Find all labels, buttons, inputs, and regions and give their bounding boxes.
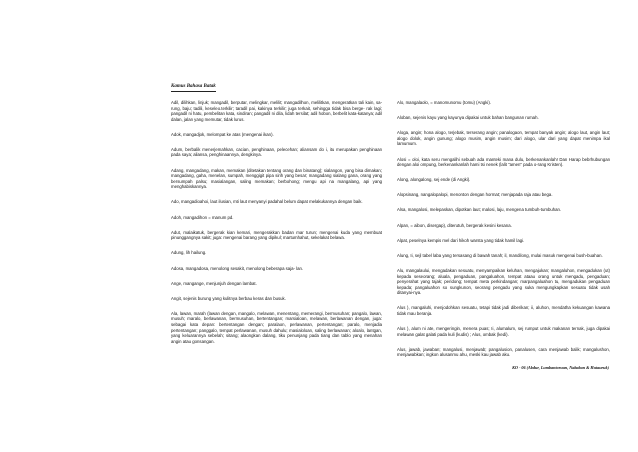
right-column <box>397 100 610 367</box>
dictionary-entry: Adum, berbalik menerjemahkan, cacian, penghinaan, pelecehan; aliansam do i, itu merupakan penghinaan pada saya; aliansa, penghinaannya, dengkinya. <box>171 146 382 158</box>
dictionary-entry: Adut, malaikatuk, bergerak kian kemari, mengerakkan badan mar turun; mengenai kuda yang membuat pinunggangnya sakit; juga: mengenai barang yang dipikul; martumhahut, sekelakat belawa. <box>171 229 382 241</box>
dictionary-entry: Along, alongalong, sej ende (di Angki). <box>397 177 471 183</box>
dictionary-entry: Alpan, = aibon, disergap), diterutuh, bergerak kesini kesana. <box>397 222 512 228</box>
dictionary-entry: Alus ), alum ni ate, mengeringin, menera puas; Ii, alumalum, sej rumput untuk makanan ternak, juga dipakai melawan galat galati pada kuli (kudis) ; Alus, ombak (kedi). <box>397 326 610 337</box>
dictionary-entry: Adoh, mangadihon = manum pd. <box>171 214 234 220</box>
dictionary-entry: Alsa, mangalosi, melepaskan, dipotkan laut; malosi, laju, mengena tumbuh-tumbuhan. <box>397 207 562 213</box>
page-footer: KO - 06 (Abdur, Lumbantoruan, Nababan & Hutauruk) <box>512 365 609 370</box>
dictionary-entry: Ado, mangadioahoi, laut ilusian, mti laut menyanyi padahal belum dapat melakukannya dengan baik. <box>171 199 363 205</box>
dictionary-entry: Angit, sejenis burung yang kulitnya berbau keras dan busuk. <box>171 295 286 301</box>
dictionary-entry: Adil, dilihkan, linjuk; mangadil, berputar, melingkar, melilit; mangadilhon, melilitkan, mengeratkan tali kain, sa- rung, baju; tadili, keseleo.terkilir; taradil pai, kakinya terkilir; juga terkait, sehingga tidak bisa berge- rak lagi; pangadil ni hatu, pembelitan kata, sindiran; pangadil ni dila, lidah tersilat; adil hobon, berbelit kata-katanya; adil dalan, jalan yang memutar, tidak lurus. <box>171 100 382 122</box>
dictionary-entry: Alo, mangalaolo, = manomunomu (tomu) (Angki). <box>397 100 491 105</box>
dictionary-entry: Ala, lawan, marah (lawan dengan, mangalo, melawan, menentang, memerangi, bermusuhan; pangalo, lawan, musuh; maralo, berlawanan, bermusuhan, bertentangan; marsialoan, melawan, berlawanan dengan, juga: sebagai kata depan: bertentangan dengan; paralaon, perlawanan, pertentangan; paralo, menjadia pertentangan; panggalo, tempat perlawanan, musuh dahulu; masialoloan, saling berlawanan; aloalo, lantgan, yang keluarannya sebelah; sitang; alaongkan dalang, tiku penunjang pada tiang dan tablo yang menahan angin atau gonsangan. <box>171 310 382 344</box>
dictionary-entry: Alosi = oloi, kata seru mengalihi sebuah ada manteki mana dulu, berkenankanlah! Dan Harap bebrhubungan dengan aloi ompung, berkenankanlah hami tsi nenek (lalit "amen" pada o-rang Kristen). <box>397 156 610 168</box>
dictionary-entry: Adang, mangadang, makan, memakan (ditetakan tentang orang dan binatang); sialangon, yang bisa dimakan; mangadang, gaha, menelan, sumpah, menggigit pipa sirih yang besar; mangadang sialang gana, orang yang bersumpah palsu; masialangan, saling memakan; berbohong; mengu api na mangalang, api yang menghabiskannya. <box>171 167 382 190</box>
dictionary-entry: Adosa, mangadosa, menolong sesakit, menolong beberapa saja- lan. <box>171 265 304 271</box>
page-header: Kamus Bahasa Batak <box>171 84 216 92</box>
left-column <box>171 100 382 354</box>
dictionary-entry: Alopsinang, nangalopalopi, menonton dengan hormat; menjapada raja atau bega. <box>397 192 553 198</box>
dictionary-entry: Alung, Ii, sejl tabel laba yang tersasang di bawah tanah; il, mandilong, mulai masuk mengenai bush-buahan. <box>397 252 603 258</box>
dictionary-entry: Ange, mangange, menjunjuh dengan lambat. <box>171 280 257 286</box>
dictionary-entry: Aloga, angin; hona alogo, terjebak, terserang angin; panalogaon, tempat banyak angin; alogo laut, angin laut; alogo dolok, angin gunung; alogo musim, angin musim; dari alogo, ular dari yang dapat menimpa ikal lamumum. <box>397 130 610 147</box>
dictionary-entry: Alu, mangalaului, mengadakan sesuatu, menyampaikan keluhan, mengajukan; mangaluhon, mengadukan (ut) kepada seseorang; aluala, pengaduan, pangaluahon, tempat ataau orang untuk mengadu, pengaduan; penyerahat yang tajak; peridong; tempat meta perkindangan; marpangaluahon tu, mengadukan pengaduan kepada; pangaluahon so sungkunon, seorang pengadu yang suka mengungkapkan sesuatu tidak usah ditanyai-nya. <box>397 268 610 296</box>
dictionary-entry: Aloban, sejenis kayu yang kayunya dipakai untuk bahan bangunan rumah. <box>397 115 539 121</box>
dictionary-entry: Adung, lih hailung. <box>171 250 207 256</box>
dictionary-entry: Adok, mangadjok, melompat ke atas (mengenai ikan). <box>171 131 274 137</box>
dictionary-entry: Alus, jawab, jawaban; mangalusi, menjawab; pangalusion, panalusen, cara menjawab balik; mangalushon, menjawabkan; ingkon alusanmu ahu, meski kau jawab aku. <box>397 346 610 358</box>
dictionary-entry: Alpat, peselnya kempis mel dari hikoh warsta yang tidak hamil lagi. <box>397 237 525 243</box>
dictionary-entry: Alus ), mangaluhi, menjodohkan sesuatu, tetapi tidak jadi diberikan; ii, aluhon, mendatha kekuangan kawana tidak mau beranja. <box>397 305 610 316</box>
